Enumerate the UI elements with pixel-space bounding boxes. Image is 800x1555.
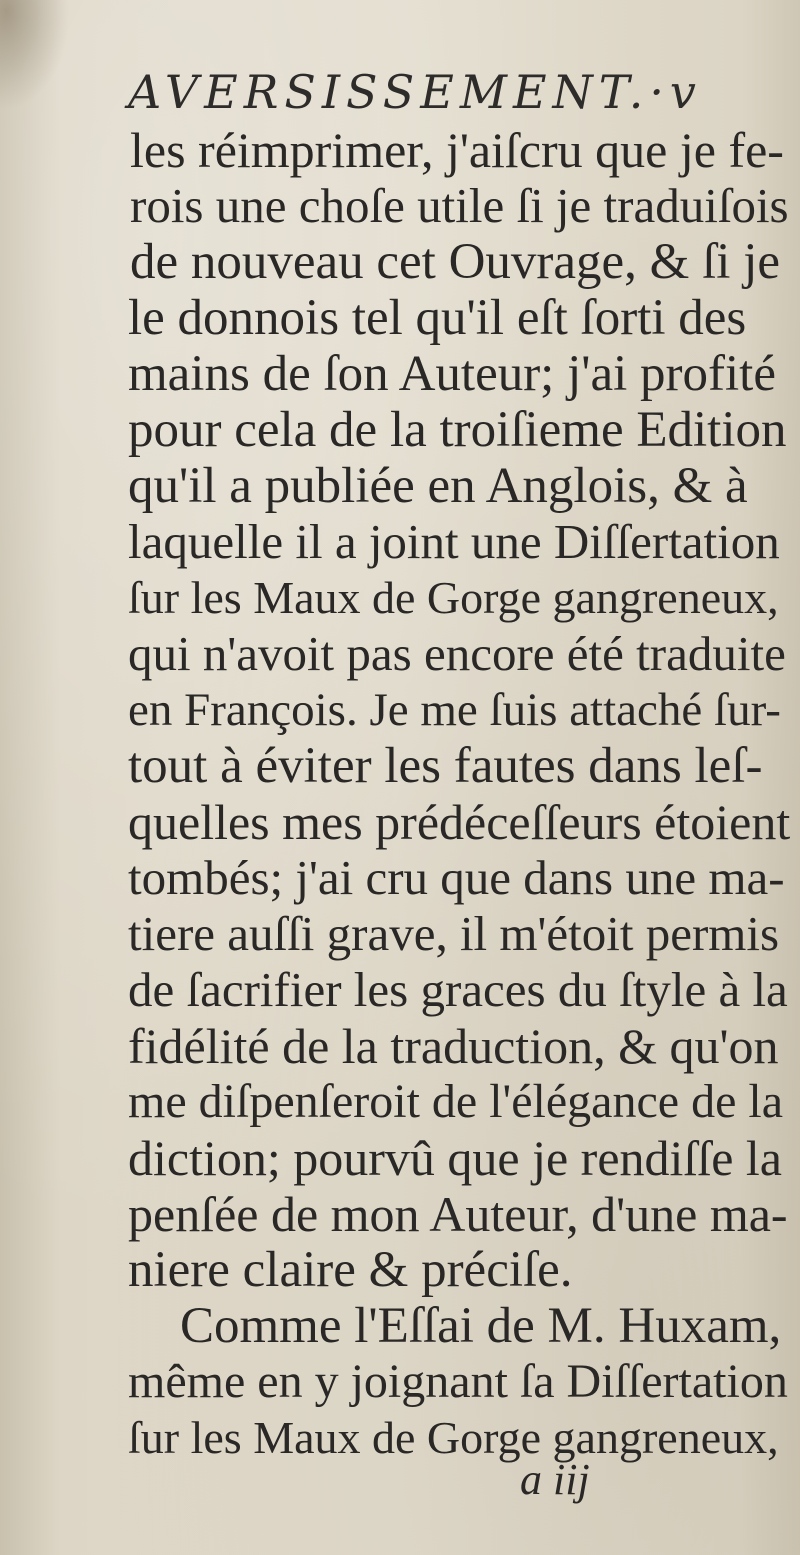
text-line-1: les réimprimer, j'aiſcru que je fe-	[130, 122, 784, 178]
text-line-8: laquelle il a joint une Diſſertation	[128, 514, 780, 569]
text-line-19: diction; pourvû que je rendiſſe la	[128, 1130, 782, 1186]
paper-stain	[0, 0, 70, 110]
text-line-24: ſur les Maux de Gorge gangreneux,	[128, 1412, 779, 1463]
text-line-13: quelles mes prédéceſſeurs étoient	[128, 794, 791, 850]
text-line-20: penſée de mon Auteur, d'une ma-	[128, 1186, 788, 1242]
text-line-10: qui n'avoit pas encore été traduite	[128, 626, 786, 681]
running-head: AVERSISSEMENT.·v	[128, 65, 702, 119]
text-line-2: rois une choſe utile ſi je traduiſois	[130, 178, 789, 233]
text-line-4: le donnois tel qu'il eſt ſorti des	[128, 290, 747, 346]
text-line-11: en François. Je me ſuis attaché ſur-	[128, 684, 781, 736]
text-line-6: pour cela de la troiſieme Edition	[128, 402, 787, 458]
text-line-18: me diſpenſeroit de l'élégance de la	[128, 1075, 784, 1128]
text-line-9: ſur les Maux de Gorge gangreneux,	[128, 572, 779, 623]
signature-mark: a iij	[520, 1455, 590, 1504]
text-line-7: qu'il a publiée en Anglois, & à	[128, 458, 748, 514]
text-line-21: niere claire & préciſe.	[128, 1242, 573, 1298]
text-line-22: Comme l'Eſſai de M. Huxam,	[180, 1298, 782, 1354]
text-line-5: mains de ſon Auteur; j'ai profité	[128, 346, 776, 402]
text-line-15: tiere auſſi grave, il m'étoit permis	[128, 906, 780, 961]
text-line-3: de nouveau cet Ouvrage, & ſi je	[130, 234, 781, 290]
text-line-14: tombés; j'ai cru que dans une ma-	[128, 850, 785, 905]
text-line-23: même en y joignant ſa Diſſertation	[128, 1355, 788, 1408]
text-line-17: fidélité de la traduction, & qu'on	[128, 1018, 779, 1074]
text-line-16: de ſacrifier les graces du ſtyle à la	[128, 962, 788, 1017]
text-line-12: tout à éviter les fautes dans leſ-	[128, 738, 763, 794]
